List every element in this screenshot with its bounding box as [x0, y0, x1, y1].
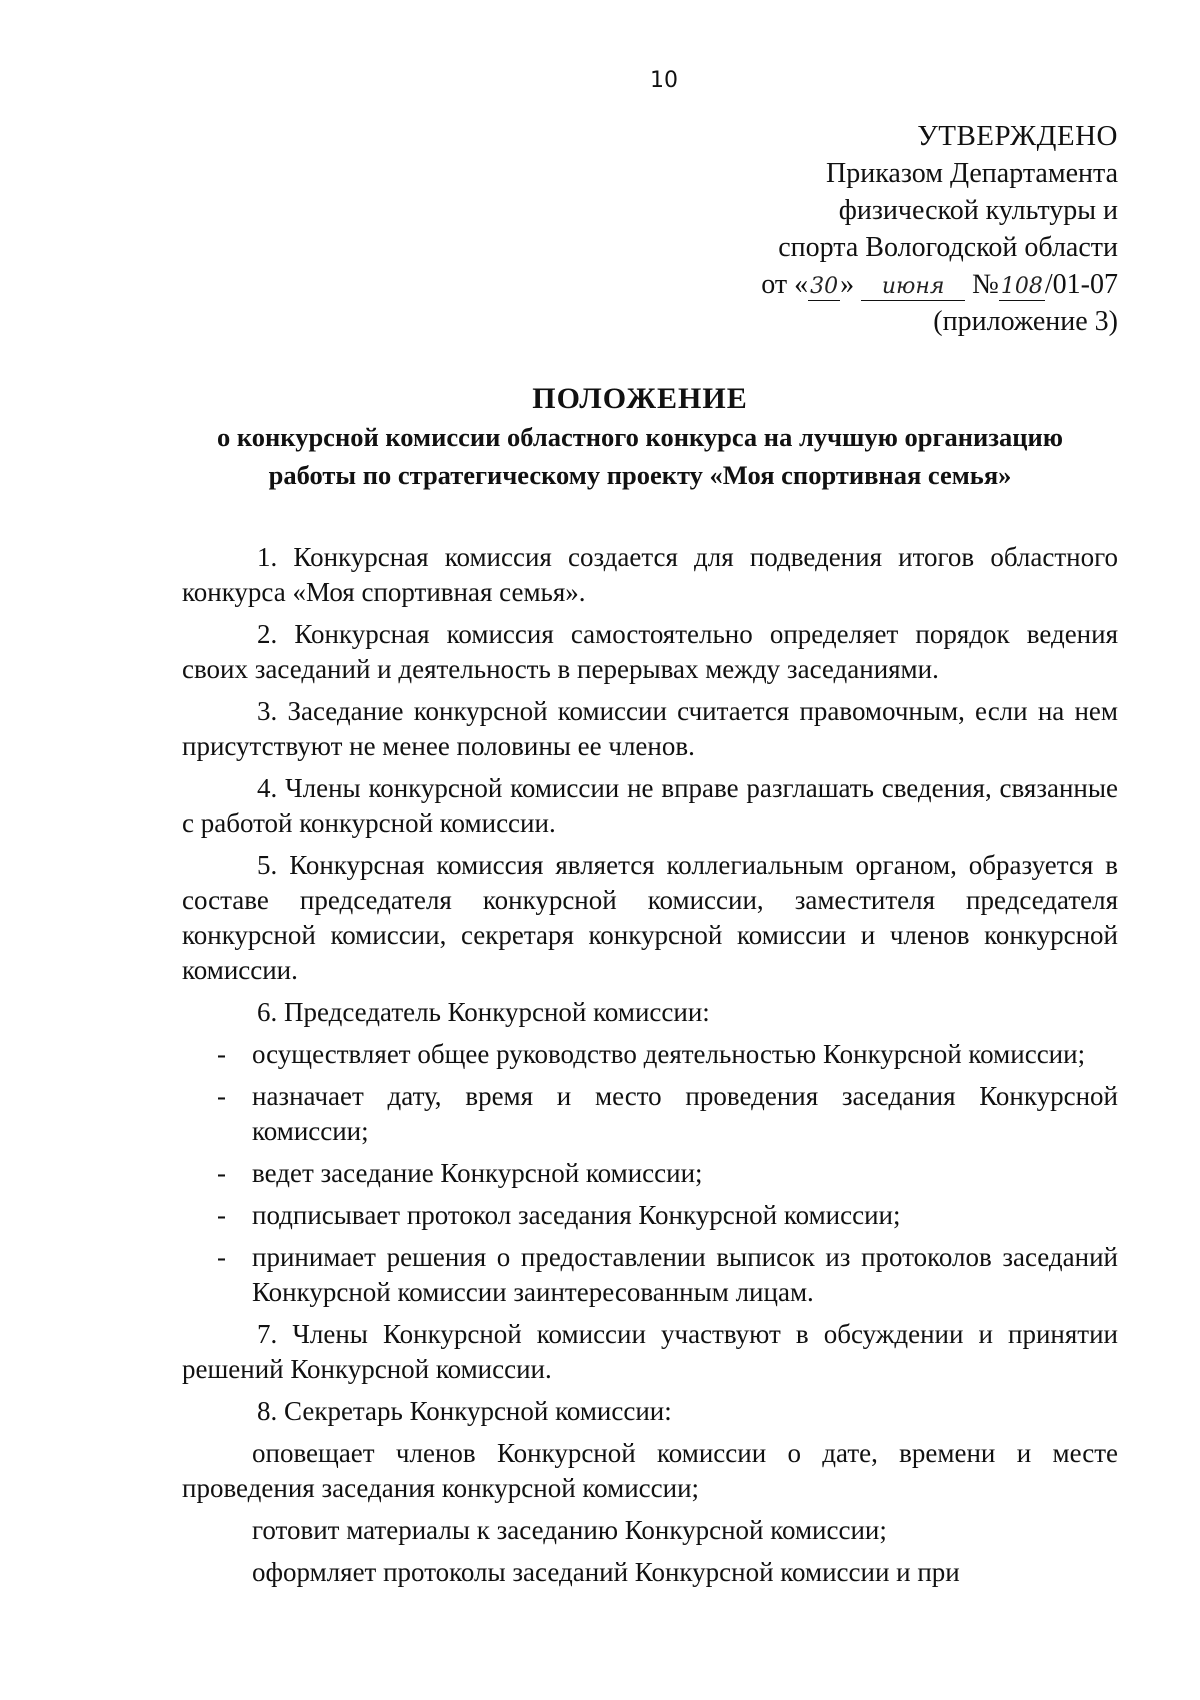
document-subtitle-line-1: о конкурсной комиссии областного конкурса на лучшую организацию: [216, 422, 1064, 452]
chairman-duties-list: [182, 1037, 1118, 1310]
list-item: [182, 1079, 1118, 1149]
date-prefix: от «: [761, 269, 809, 300]
secretary-duty-2: готовит материалы к заседанию Конкурсной комиссии;: [252, 1515, 887, 1545]
list-item: [182, 1156, 1118, 1191]
list-item: [182, 1240, 1118, 1310]
list-item-text: осуществляет общее руководство деятельностью Конкурсной комиссии;: [252, 1039, 1086, 1069]
document-subtitle-line-2: работы по стратегическому проекту «Моя спортивная семья»: [268, 460, 1012, 490]
paragraph-7: 7. Члены Конкурсной комиссии участвуют в обсуждении и принятии решений Конкурсной комиссии.: [182, 1319, 1118, 1384]
paragraph-6: 6. Председатель Конкурсной комиссии:: [257, 997, 710, 1027]
list-dash: -: [217, 1039, 226, 1069]
paragraph-1: 1. Конкурсная комиссия создается для подведения итогов областного конкурса «Моя спортивная семья».: [182, 542, 1118, 607]
document-body: [182, 540, 1118, 1597]
approval-heading: УТВЕРЖДЕНО: [917, 120, 1118, 152]
secretary-duty-1: оповещает членов Конкурсной комиссии о дате, времени и месте проведения заседания конкурсной комиссии;: [182, 1438, 1118, 1503]
date-mid: »: [840, 269, 855, 300]
page-number: 10: [650, 68, 678, 93]
appendix-label: (приложение 3): [933, 306, 1118, 337]
document-title-block: [150, 380, 1130, 494]
approval-date-line: [558, 266, 1118, 303]
list-dash: -: [217, 1200, 226, 1230]
approval-stamp: [558, 118, 1118, 340]
paragraph-4: 4. Члены конкурсной комиссии не вправе разглашать сведения, связанные с работой конкурсной комиссии.: [182, 773, 1118, 838]
list-item-text: принимает решения о предоставлении выписок из протоколов заседаний Конкурсной комиссии заинтересованным лицам.: [252, 1242, 1118, 1307]
list-dash: -: [217, 1158, 226, 1188]
list-item-text: ведет заседание Конкурсной комиссии;: [252, 1158, 703, 1188]
list-item-text: назначает дату, время и место проведения заседания Конкурсной комиссии;: [252, 1081, 1118, 1146]
paragraph-5: 5. Конкурсная комиссия является коллегиальным органом, образуется в составе председателя конкурсной комиссии, заместителя председателя конкурсной комиссии, секретаря конкурсной комиссии и членов конкурсной комиссии.: [182, 850, 1118, 985]
list-item: [182, 1198, 1118, 1233]
list-dash: -: [217, 1242, 226, 1272]
list-dash: -: [217, 1081, 226, 1111]
approval-line-3: спорта Вологодской области: [778, 232, 1118, 263]
list-item: [182, 1037, 1118, 1072]
paragraph-8: 8. Секретарь Конкурсной комиссии:: [257, 1396, 672, 1426]
secretary-duty-3: оформляет протоколы заседаний Конкурсной комиссии и при: [252, 1557, 960, 1587]
handwritten-day: 30: [810, 274, 839, 299]
handwritten-month: июня: [861, 274, 965, 301]
list-item-text: подписывает протокол заседания Конкурсной комиссии;: [252, 1200, 901, 1230]
document-heading: ПОЛОЖЕНИЕ: [532, 382, 748, 415]
number-prefix: №: [972, 269, 999, 300]
handwritten-number: 108: [1000, 274, 1043, 299]
number-suffix: /01-07: [1044, 269, 1118, 300]
approval-line-2: физической культуры и: [838, 195, 1118, 226]
paragraph-2: 2. Конкурсная комиссия самостоятельно определяет порядок ведения своих заседаний и деятельность в перерывах между заседаниями.: [182, 619, 1118, 684]
paragraph-3: 3. Заседание конкурсной комиссии считается правомочным, если на нем присутствуют не менее половины ее членов.: [182, 696, 1118, 761]
approval-line-1: Приказом Департамента: [826, 158, 1118, 189]
